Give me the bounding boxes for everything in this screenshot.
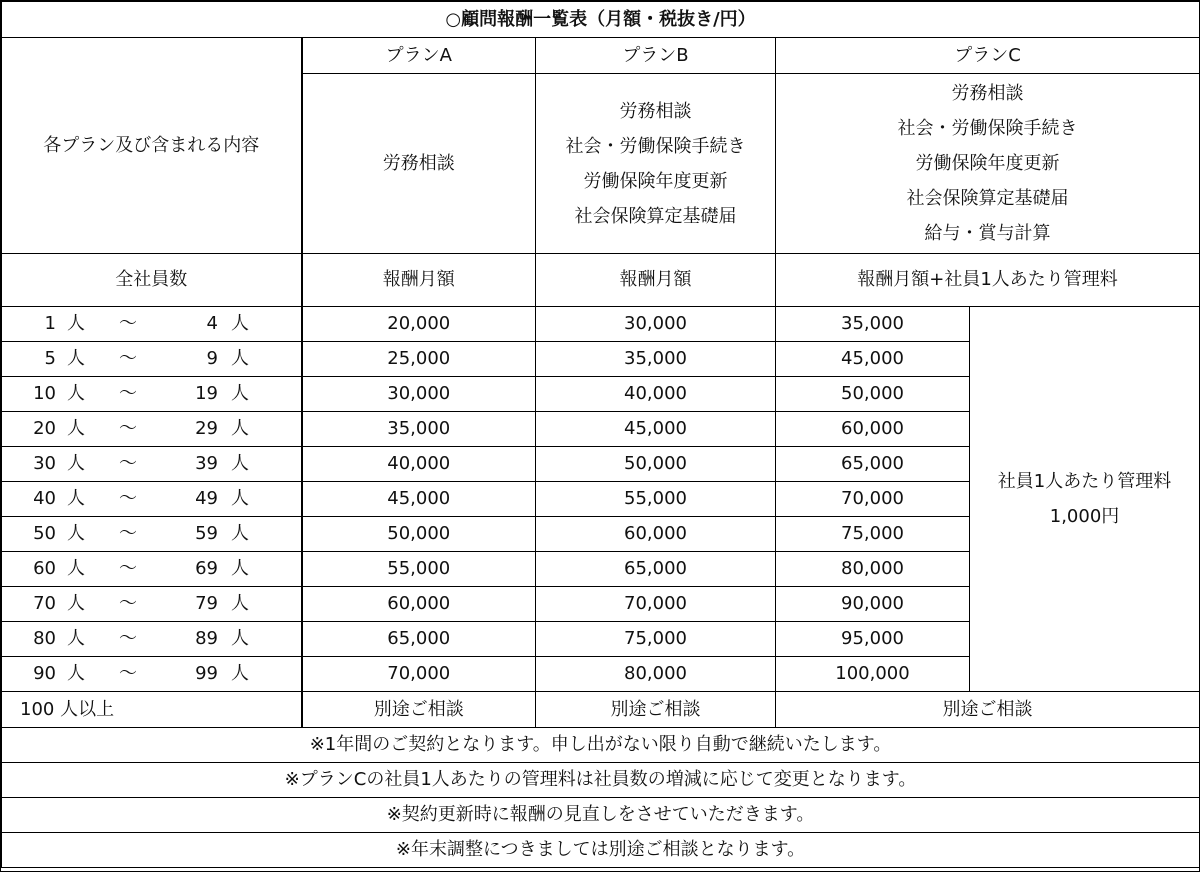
plan-b-item: 労務相談: [619, 100, 692, 122]
plan-b-fee: 60,000: [536, 517, 776, 552]
plan-a-contents: [302, 74, 536, 254]
range-unit: 人: [231, 453, 249, 475]
range-tilde: ～: [119, 418, 137, 440]
range-tilde: ～: [119, 313, 137, 335]
plan-c-fee: 100,000: [776, 657, 970, 692]
plan-b-item: 労働保険年度更新: [583, 170, 728, 192]
range-tilde: ～: [119, 558, 137, 580]
range-unit: 人: [231, 628, 249, 650]
range-from: 60: [33, 558, 56, 580]
range-from: 90: [33, 663, 56, 685]
range-unit: 人: [231, 558, 249, 580]
mgmt-fee-label: 社員1人あたり管理料: [997, 471, 1172, 492]
plan-c-header: プランC: [776, 38, 1200, 74]
range-tilde: ～: [119, 453, 137, 475]
plan-c-fee: 50,000: [776, 377, 970, 412]
range-tilde: ～: [119, 523, 137, 545]
range-to: 19: [195, 383, 218, 405]
plan-a-column-label: 報酬月額: [302, 254, 536, 307]
range-from: 1: [44, 313, 56, 335]
over-100-plan-c: 別途ご相談: [776, 692, 1200, 728]
range-unit: 人: [67, 453, 85, 475]
plan-b-fee: 35,000: [536, 342, 776, 377]
plan-a-fee: 30,000: [302, 377, 536, 412]
employee-range: [2, 657, 302, 692]
range-to: 29: [195, 418, 218, 440]
range-to: 59: [195, 523, 218, 545]
employee-range: [2, 447, 302, 482]
contents-label: 各プラン及び含まれる内容: [2, 38, 302, 254]
note: ※プランCの社員1人あたりの管理料は社員数の増減に応じて変更となります。: [2, 763, 1200, 798]
range-to: 99: [195, 663, 218, 685]
plan-a-fee: 60,000: [302, 587, 536, 622]
range-unit: 人: [67, 488, 85, 510]
plan-b-fee: 50,000: [536, 447, 776, 482]
fee-rows: [2, 307, 1200, 692]
employee-range: [2, 622, 302, 657]
note: ※契約更新時に報酬の見直しをさせていただきます。: [2, 798, 1200, 833]
plan-b-fee: 55,000: [536, 482, 776, 517]
plan-b-fee: 45,000: [536, 412, 776, 447]
range-unit: 人: [67, 593, 85, 615]
plan-b-fee: 75,000: [536, 622, 776, 657]
plan-c-fee: 35,000: [776, 307, 970, 342]
plan-c-fee: 90,000: [776, 587, 970, 622]
employee-range: [2, 412, 302, 447]
plan-c-contents: [776, 74, 1200, 254]
plan-a-fee: 65,000: [302, 622, 536, 657]
range-tilde: ～: [119, 383, 137, 405]
plan-b-column-label: 報酬月額: [536, 254, 776, 307]
plan-a-fee: 25,000: [302, 342, 536, 377]
plan-b-item: 社会保険算定基礎届: [574, 205, 737, 227]
plan-b-item: 社会・労働保険手続き: [565, 135, 746, 157]
range-from: 5: [44, 348, 56, 370]
plan-c-item: 社会保険算定基礎届: [906, 188, 1069, 209]
range-to: 69: [195, 558, 218, 580]
range-to: 89: [195, 628, 218, 650]
range-from: 50: [33, 523, 56, 545]
range-unit: 人: [67, 523, 85, 545]
table-title: ○顧問報酬一覧表（月額・税抜き/円）: [2, 2, 1200, 38]
range-unit: 人: [67, 558, 85, 580]
plan-c-fee: 60,000: [776, 412, 970, 447]
plan-b-contents: [536, 74, 776, 254]
plan-c-column-label: 報酬月額+社員1人あたり管理料: [776, 254, 1200, 307]
range-to: 39: [195, 453, 218, 475]
plan-a-fee: 70,000: [302, 657, 536, 692]
range-tilde: ～: [119, 348, 137, 370]
range-from: 80: [33, 628, 56, 650]
plan-a-fee: 45,000: [302, 482, 536, 517]
employee-range: [2, 552, 302, 587]
over-100-range: 100 人以上: [2, 692, 302, 728]
range-unit: 人: [231, 488, 249, 510]
plan-c-fee: 95,000: [776, 622, 970, 657]
range-from: 20: [33, 418, 56, 440]
plan-b-fee: 65,000: [536, 552, 776, 587]
plan-a-item: 労務相談: [382, 153, 455, 174]
range-unit: 人: [231, 593, 249, 615]
range-from: 40: [33, 488, 56, 510]
range-unit: 人: [67, 418, 85, 440]
fee-table: [1, 1, 1200, 868]
range-tilde: ～: [119, 593, 137, 615]
plan-c-fee: 75,000: [776, 517, 970, 552]
employee-range: [2, 307, 302, 342]
range-from: 30: [33, 453, 56, 475]
range-from: 10: [33, 383, 56, 405]
range-unit: 人: [67, 663, 85, 685]
range-unit: 人: [231, 383, 249, 405]
employee-range: [2, 342, 302, 377]
note: ※1年間のご契約となります。申し出がない限り自動で継続いたします。: [2, 728, 1200, 763]
plan-a-fee: 40,000: [302, 447, 536, 482]
range-unit: 人: [231, 663, 249, 685]
range-unit: 人: [231, 418, 249, 440]
plan-c-fee: 65,000: [776, 447, 970, 482]
plan-c-fee: 70,000: [776, 482, 970, 517]
plan-a-fee: 55,000: [302, 552, 536, 587]
range-unit: 人: [67, 628, 85, 650]
range-to: 4: [206, 313, 218, 335]
note: ※年末調整につきましては別途ご相談となります。: [2, 833, 1200, 868]
plan-c-item: 社会・労働保険手続き: [897, 118, 1078, 139]
range-tilde: ～: [119, 628, 137, 650]
plan-b-fee: 80,000: [536, 657, 776, 692]
range-unit: 人: [231, 313, 249, 335]
plan-c-fee: 80,000: [776, 552, 970, 587]
range-unit: 人: [231, 523, 249, 545]
over-100-plan-b: 別途ご相談: [536, 692, 776, 728]
plan-b-fee: 30,000: [536, 307, 776, 342]
mgmt-fee-amount: 1,000円: [1049, 506, 1120, 527]
plan-b-fee: 40,000: [536, 377, 776, 412]
range-unit: 人: [231, 348, 249, 370]
range-to: 79: [195, 593, 218, 615]
plan-c-item: 労務相談: [951, 83, 1024, 104]
employee-range: [2, 587, 302, 622]
range-tilde: ～: [119, 663, 137, 685]
employees-column-label: 全社員数: [2, 254, 302, 307]
plan-a-fee: 20,000: [302, 307, 536, 342]
plan-b-header: プランB: [536, 38, 776, 74]
plan-c-item: 労働保険年度更新: [915, 153, 1060, 174]
mgmt-fee-cell: [970, 307, 1200, 692]
table-row: [2, 307, 1200, 342]
plan-a-header: プランA: [302, 38, 536, 74]
range-unit: 人: [67, 383, 85, 405]
range-from: 70: [33, 593, 56, 615]
over-100-plan-a: 別途ご相談: [302, 692, 536, 728]
range-to: 49: [195, 488, 218, 510]
plan-a-fee: 35,000: [302, 412, 536, 447]
employee-range: [2, 517, 302, 552]
plan-b-fee: 70,000: [536, 587, 776, 622]
employee-range: [2, 377, 302, 412]
range-tilde: ～: [119, 488, 137, 510]
range-to: 9: [206, 348, 218, 370]
plan-a-fee: 50,000: [302, 517, 536, 552]
range-unit: 人: [67, 348, 85, 370]
plan-c-item: 給与・賞与計算: [924, 223, 1051, 244]
employee-range: [2, 482, 302, 517]
range-unit: 人: [67, 313, 85, 335]
plan-c-fee: 45,000: [776, 342, 970, 377]
